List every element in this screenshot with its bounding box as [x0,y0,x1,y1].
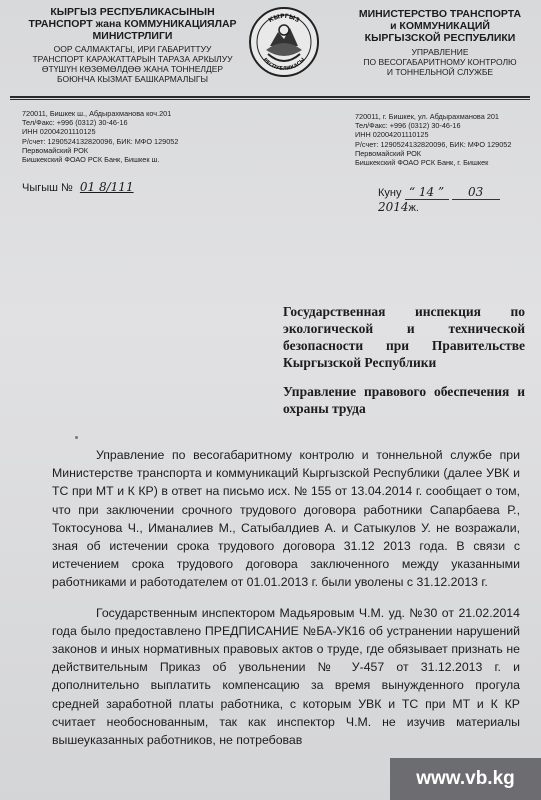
header-divider-thin [10,99,530,100]
outgoing-number [22,180,134,194]
contact-left-line: Тел/Факс: +996 (0312) 30-46-16 [22,118,128,128]
contact-right [355,112,541,167]
header-right-title-1: МИНИСТЕРСТВО ТРАНСПОРТА [358,8,522,20]
emblem-text-top: КЫРГЫЗ [267,12,301,25]
outgoing-number-label: Чыгыш № [22,182,73,194]
date-label: Куну [378,187,402,199]
contact-left-line: Первомайский РОК [22,145,89,155]
addressee-org: Государственная инспекция по экологической и технической безопасности при Правительстве Кыргызской Республики [283,304,525,370]
document-date [378,185,541,214]
contact-right-line: Первомайский РОК [355,148,422,158]
scan-speck [75,436,78,439]
date-year: 2014 [378,200,409,214]
contact-left-line: Р/счет: 1290524132820096, БИК: МФО 129052 [22,136,179,146]
contact-right-line: 720011, г. Бишкек, ул. Абдырахманова 201 [355,112,499,121]
contact-left-line: Бишкекский ФОАО РСК Банк, Бишкек ш. [22,155,160,165]
header-left-sub-4: БОЮНЧА КЫЗМАТ БАШКАРМАЛЫГЫ [57,74,208,84]
header-left-title-3: МИНИСТРЛИГИ [92,30,173,42]
date-month: 03 [452,185,500,200]
header-right-sub-1: УПРАВЛЕНИЕ [411,47,469,57]
state-emblem-icon [248,6,320,78]
contact-right-line: Тел/Факс: +996 (0312) 30-46-16 [355,121,461,131]
contact-left-line: 720011, Бишкек ш., Абдырахманова коч.201 [22,109,172,118]
site-watermark: www.vb.kg [390,758,541,800]
header-left-title-1: КЫРГЫЗ РЕСПУБЛИКАСЫНЫН [50,6,215,18]
header-right-sub-3: И ТОННЕЛЬНОЙ СЛУЖБЕ [386,67,494,77]
contact-right-line: Р/счет: 1290524132820096, БИК: МФО 129052 [355,139,512,149]
letter-body [52,446,520,749]
contact-right-line: ИНН 02004201110125 [355,130,429,140]
addressee-block [283,303,525,417]
date-day: “ 14 ” [405,185,449,200]
header-right [345,8,535,77]
header-left [20,6,245,84]
outgoing-number-value: 01 8/111 [79,180,134,194]
contact-left [22,109,222,164]
header-right-title-3: КЫРГЫЗСКОЙ РЕСПУБЛИКИ [364,32,516,44]
header-left-sub-3: ӨТҮШҮН КӨЗӨМӨЛДӨӨ ЖАНА ТОННЕЛДЕР [41,64,224,74]
contact-left-line: ИНН 02004201110125 [22,127,96,137]
header-right-title-2: и КОММУНИКАЦИЙ [390,20,490,32]
header-left-sub-2: ТРАНСПОРТ КАРАЖАТТАРЫН ТАРАЗА АРКЫЛУУ [32,54,233,64]
header-left-title-2: ТРАНСПОРТ жана КОММУНИКАЦИЯЛАР [28,18,237,30]
header-left-sub-1: ООР САЛМАКТАГЫ, ИРИ ГАБАРИТТУУ [53,44,212,54]
addressee-dept: Управление правового обеспечения и охраны труда [283,384,525,416]
header-divider [10,96,530,98]
paragraph: Управление по весогабаритному контролю и тоннельной службе при Министерстве транспорта и коммуникаций Кыргызской Республики (далее УВК и ТС при МТ и К КР) в ответ на письмо исх. № 155 от 13.04.2014 г. сообщает о том, что при заключении срочного трудового договора работники Сапарбаева Р., Токтосунова Ч., Иманалиев М., Сатыбалдиев А. и Сатыкулов У. не возражали, зная об истечении срока трудового договора 31.12 2013 года. В связи с истечением срока трудового договора заключенного между указанными работниками и работодателем от 01.01.2013 г. были уволены с 31.12.2013 г. [52,448,520,590]
date-suffix: ж. [408,202,419,214]
paragraph: Государственным инспектором Мадьяровым Ч.М. уд. №30 от 21.02.2014 года было предоставлено ПРЕДПИСАНИЕ №БА-УК16 об устранении нарушений законов и иных нормативных правовых актов о труде, где обязывает признать не действительным Приказ об увольнении № У-457 от 31.12.2013 г. и дополнительно выплатить компенсацию за время вынужденного прогула средней заработной платы работника, с которым УВК и ТС при МТ и К КР считает необоснованным, так как инспектор Ч.М. не изучив материалы вышеуказанных работников, не потребовав [52,605,520,748]
emblem-text-bottom: РЕСПУБЛИКАСЫ [261,57,307,73]
header-right-sub-2: ПО ВЕСОГАБАРИТНОМУ КОНТРОЛЮ [363,57,517,67]
contact-right-line: Бишкекский ФОАО РСК Банк, г. Бишкек [355,158,489,168]
